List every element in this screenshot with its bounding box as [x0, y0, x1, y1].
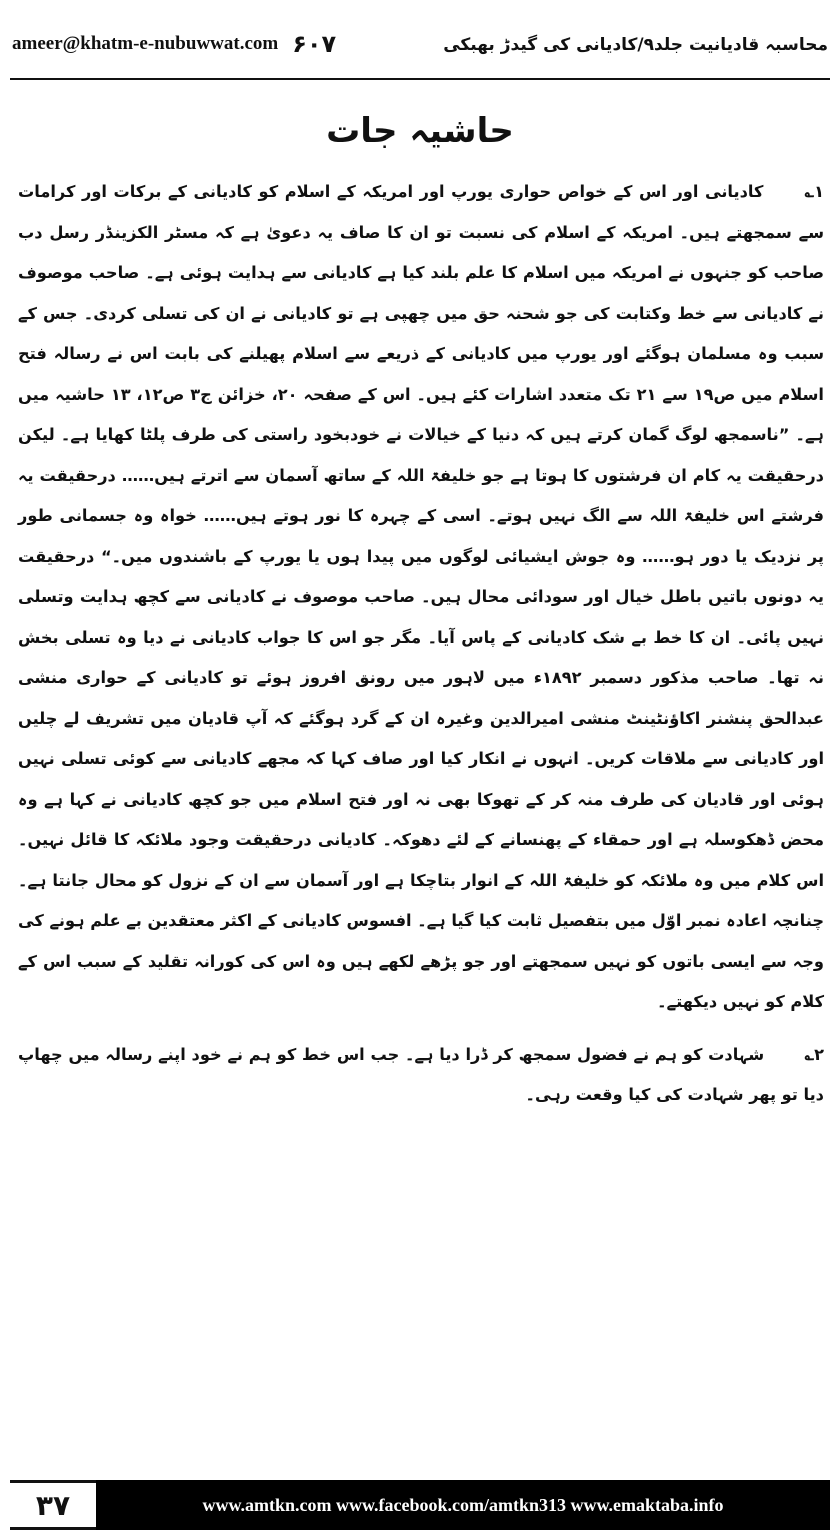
section-heading: حاشیہ جات	[326, 111, 514, 151]
footnote-1	[18, 172, 824, 1023]
footnote-2-text: شہادت کو ہم نے فضول سمجھ کر ڈرا دیا ہے۔ جب اس خط کو ہم نے خود اپنے رسالہ میں چھاپ دیا تو پھر شہادت کی کیا وقعت رہی۔	[18, 1044, 824, 1104]
footer-page-badge: ۳۷	[10, 1480, 96, 1530]
header-left-group	[12, 30, 336, 58]
page-header	[12, 10, 828, 78]
header-page-number: ۶۰۷	[292, 30, 337, 58]
footnote-2-marker: ۲؎	[804, 1044, 824, 1064]
header-email[interactable]: ameer@khatm-e-nubuwwat.com	[12, 33, 279, 54]
footnotes-body	[18, 172, 824, 1128]
footer-links-bar[interactable]: www.amtkn.com www.facebook.com/amtkn313 www.emaktaba.info	[96, 1480, 830, 1530]
header-running-title: محاسبہ قادیانیت جلد۹/کادیانی کی گیدڑ بھبکی	[443, 34, 828, 55]
footnote-1-text: کادیانی اور اس کے خواص حواری یورپ اور امریکہ کے اسلام کو کادیانی کے برکات اور کرامات سے سمجھتے ہیں۔ امریکہ کے اسلام کی نسبت تو ان کا صاف یہ دعویٰ ہے کہ مسٹر الکزینڈر رسل دب صاحب کو جنہوں نے امریکہ میں اسلام کا علم بلند کیا ہے کادیانی سے ہدایت ہوئی ہے۔ صاحب موصوف نے کادیانی سے خط وکتابت کی جو شحنہ حق میں چھپی ہے تو کادیانی نے ان کی تسلی کردی۔ جس کے سبب وہ مسلمان ہوگئے اور یورپ میں کادیانی کے ذریعے سے اسلام پھیلنے کی بابت اس نے رسالہ فتح اسلام میں ص۱۹ سے ۲۱ تک متعدد اشارات کئے ہیں۔ اس کے صفحہ ۲۰، خزائن ج۳ ص۱۲، ۱۳ حاشیہ میں ہے۔ ”ناسمجھ لوگ گمان کرتے ہیں کہ دنیا کے خیالات نے خودبخود راستی کی طرف پلٹا کھایا ہے۔ لیکن درحقیقت یہ کام ان فرشتوں کا ہوتا ہے جو خلیفۃ اللہ کے ساتھ آسمان سے اترتے ہیں…… درحقیقت یہ فرشتے اس خلیفۃ اللہ سے الگ نہیں ہوتے۔ اسی کے چہرہ کا نور ہوتے ہیں…… خواہ وہ جسمانی طور پر نزدیک یا دور ہو…… وہ جوش ایشیائی لوگوں میں پیدا ہوں یا یورپ کے باشندوں میں۔“ درحقیقت یہ دونوں باتیں باطل خیال اور سودائی محال ہیں۔ صاحب موصوف نے کادیانی سے کچھ ہدایت وتسلی نہیں پائی۔ ان کا خط بے شک کادیانی کے پاس آیا۔ مگر جو اس کا جواب کادیانی نے دیا وہ تسلی بخش نہ تھا۔ صاحب مذکور دسمبر ۱۸۹۲ء میں لاہور میں رونق افروز ہوئے تو کادیانی کے حواری منشی عبدالحق پنشنر اکاؤنٹینٹ منشی امیرالدین وغیرہ ان کے گرد ہوگئے کہ آپ قادیان میں تشریف لے چلیں اور کادیانی سے ملاقات کریں۔ انہوں نے انکار کیا اور صاف کہا کہ مجھے کادیانی سے کوئی تسلی نہیں ہوئی اور قادیان کی طرف منہ کر کے تھوکا بھی نہ اور فتح اسلام میں جو کچھ کادیانی نے کہا ہے وہ محض ڈھکوسلہ ہے اور حمقاء کے پھنسانے کے لئے دھوکہ۔ کادیانی درحقیقت وجود ملائکہ کا قائل نہیں۔ اس کلام میں وہ ملائکہ کو خلیفۃ اللہ کے انوار بتاچکا ہے اور آسمان سے ان کے نزول کو محال جانتا ہے۔ چنانچہ اعادہ نمبر اوّل میں بتفصیل ثابت کیا گیا ہے۔ افسوس کادیانی کے اکثر معتقدین بے علم ہونے کی وجہ سے ایسی باتوں کو نہیں سمجھتے اور جو پڑھے لکھے ہیں وہ اس کی کورانہ تقلید کے سبب اس کے کلام کو نہیں دیکھتے۔	[18, 182, 824, 1011]
header-rule	[10, 78, 830, 80]
page-footer	[10, 1480, 830, 1530]
footnote-2	[18, 1035, 824, 1116]
footnote-1-marker: ۱؎	[804, 182, 824, 201]
